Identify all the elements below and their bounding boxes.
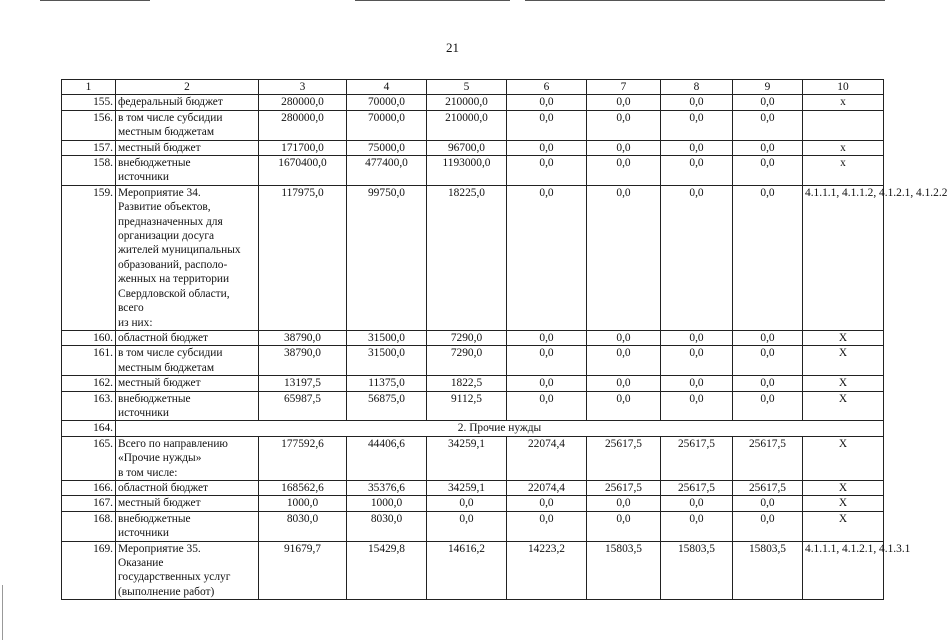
value-col-7: 0,0 — [587, 140, 661, 155]
scan-edge-mark — [2, 585, 3, 640]
value-col-3: 91679,7 — [259, 541, 347, 600]
row-name — [116, 140, 259, 155]
value-col-4: 35376,6 — [347, 480, 427, 495]
value-col-7: 0,0 — [587, 496, 661, 511]
value-col-4: 477400,0 — [347, 156, 427, 186]
table-row — [62, 480, 884, 495]
value-col-5: 14616,2 — [427, 541, 507, 600]
row-name-line: Мероприятие 35. — [118, 542, 201, 555]
row-name-line: организации досуга — [118, 230, 215, 243]
row-name-line: федеральный бюджет — [118, 96, 223, 109]
value-col-7: 0,0 — [587, 330, 661, 345]
table-row — [62, 95, 884, 110]
row-number: 159. — [62, 185, 116, 330]
row-name — [116, 511, 259, 541]
value-col-3: 8030,0 — [259, 511, 347, 541]
row-name — [116, 376, 259, 391]
value-col-4: 1000,0 — [347, 496, 427, 511]
value-col-5: 1822,5 — [427, 376, 507, 391]
value-col-4: 99750,0 — [347, 185, 427, 330]
column-number-5: 5 — [427, 80, 507, 95]
row-number: 168. — [62, 511, 116, 541]
column-number-3: 3 — [259, 80, 347, 95]
target-indicators: х — [803, 156, 884, 186]
column-number-8: 8 — [661, 80, 733, 95]
row-name-line: внебюджетные — [118, 512, 191, 525]
value-col-7: 0,0 — [587, 346, 661, 376]
table-row — [62, 185, 884, 330]
value-col-5: 7290,0 — [427, 330, 507, 345]
value-col-3: 13197,5 — [259, 376, 347, 391]
value-col-4: 70000,0 — [347, 110, 427, 140]
value-col-3: 38790,0 — [259, 346, 347, 376]
row-name — [116, 346, 259, 376]
value-col-7: 25617,5 — [587, 436, 661, 480]
column-number-header — [62, 80, 884, 95]
row-number: 167. — [62, 496, 116, 511]
row-name-line: женных на территории — [118, 273, 230, 286]
value-col-4: 31500,0 — [347, 330, 427, 345]
row-name-line: Мероприятие 34. — [118, 186, 201, 199]
page-number: 21 — [446, 40, 459, 55]
value-col-5: 34259,1 — [427, 480, 507, 495]
value-col-7: 0,0 — [587, 185, 661, 330]
value-col-8: 25617,5 — [661, 436, 733, 480]
value-col-6: 0,0 — [507, 391, 587, 421]
row-name-line: местным бюджетам — [118, 361, 215, 374]
value-col-4: 8030,0 — [347, 511, 427, 541]
row-number: 169. — [62, 541, 116, 600]
value-col-7: 0,0 — [587, 110, 661, 140]
value-col-4: 75000,0 — [347, 140, 427, 155]
row-name-line: источники — [118, 527, 169, 540]
value-col-8: 0,0 — [661, 185, 733, 330]
column-number-10: 10 — [803, 80, 884, 95]
row-name — [116, 156, 259, 186]
row-number: 164. — [62, 421, 116, 436]
row-name-line: (выполнение работ) — [118, 585, 215, 598]
value-col-8: 0,0 — [661, 511, 733, 541]
value-col-9: 0,0 — [733, 496, 803, 511]
section-row — [62, 421, 884, 436]
section-title: 2. Прочие нужды — [116, 421, 884, 436]
row-name — [116, 95, 259, 110]
value-col-4: 11375,0 — [347, 376, 427, 391]
row-name-line: в том числе субсидии — [118, 111, 223, 124]
row-name — [116, 436, 259, 480]
value-col-9: 0,0 — [733, 95, 803, 110]
row-name — [116, 496, 259, 511]
column-number-2: 2 — [116, 80, 259, 95]
table-row — [62, 346, 884, 376]
value-col-8: 25617,5 — [661, 480, 733, 495]
row-number: 165. — [62, 436, 116, 480]
value-col-6: 0,0 — [507, 496, 587, 511]
value-col-8: 0,0 — [661, 391, 733, 421]
value-col-4: 70000,0 — [347, 95, 427, 110]
target-indicators: Х — [803, 330, 884, 345]
target-indicators: Х — [803, 346, 884, 376]
target-indicators: х — [803, 95, 884, 110]
value-col-8: 0,0 — [661, 95, 733, 110]
value-col-8: 0,0 — [661, 346, 733, 376]
top-rule-left — [40, 0, 150, 1]
target-indicators: 4.1.1.1, 4.1.2.1, 4.1.3.1 — [803, 541, 884, 600]
target-indicators: Х — [803, 496, 884, 511]
value-col-7: 0,0 — [587, 95, 661, 110]
row-name — [116, 541, 259, 600]
target-indicators: Х — [803, 436, 884, 480]
value-col-9: 0,0 — [733, 140, 803, 155]
value-col-9: 0,0 — [733, 156, 803, 186]
value-col-6: 0,0 — [507, 156, 587, 186]
table-row — [62, 511, 884, 541]
target-indicators: 4.1.1.1, 4.1.1.2, 4.1.2.1, 4.1.2.2 — [803, 185, 884, 330]
value-col-6: 0,0 — [507, 346, 587, 376]
value-col-7: 0,0 — [587, 156, 661, 186]
value-col-5: 210000,0 — [427, 110, 507, 140]
value-col-4: 31500,0 — [347, 346, 427, 376]
row-name-line: Свердловской области, — [118, 287, 230, 300]
value-col-6: 0,0 — [507, 511, 587, 541]
row-name-line: внебюджетные — [118, 392, 191, 405]
column-number-7: 7 — [587, 80, 661, 95]
value-col-7: 0,0 — [587, 511, 661, 541]
row-name-line: областной бюджет — [118, 481, 208, 494]
target-indicators: Х — [803, 511, 884, 541]
row-name-line: местный бюджет — [118, 377, 201, 390]
value-col-5: 7290,0 — [427, 346, 507, 376]
target-indicators: Х — [803, 391, 884, 421]
column-number-6: 6 — [507, 80, 587, 95]
row-name — [116, 185, 259, 330]
value-col-8: 0,0 — [661, 496, 733, 511]
row-name-line: жителей муниципальных — [118, 244, 241, 257]
value-col-6: 0,0 — [507, 140, 587, 155]
value-col-9: 25617,5 — [733, 480, 803, 495]
value-col-6: 22074,4 — [507, 436, 587, 480]
value-col-7: 25617,5 — [587, 480, 661, 495]
row-name-line: Оказание — [118, 557, 164, 569]
value-col-9: 15803,5 — [733, 541, 803, 600]
value-col-3: 280000,0 — [259, 95, 347, 110]
value-col-3: 1000,0 — [259, 496, 347, 511]
value-col-8: 0,0 — [661, 330, 733, 345]
value-col-7: 15803,5 — [587, 541, 661, 600]
row-name-line: местный бюджет — [118, 497, 201, 510]
value-col-6: 0,0 — [507, 330, 587, 345]
value-col-6: 0,0 — [507, 185, 587, 330]
value-col-3: 65987,5 — [259, 391, 347, 421]
value-col-5: 210000,0 — [427, 95, 507, 110]
value-col-8: 0,0 — [661, 156, 733, 186]
row-name-line: источники — [118, 406, 169, 419]
value-col-9: 0,0 — [733, 346, 803, 376]
value-col-6: 0,0 — [507, 95, 587, 110]
value-col-7: 0,0 — [587, 376, 661, 391]
row-name-line: государственных услуг — [118, 571, 231, 584]
value-col-8: 0,0 — [661, 110, 733, 140]
table-row — [62, 496, 884, 511]
row-name — [116, 110, 259, 140]
row-name — [116, 330, 259, 345]
value-col-8: 0,0 — [661, 140, 733, 155]
table-row — [62, 541, 884, 600]
value-col-9: 0,0 — [733, 511, 803, 541]
column-number-9: 9 — [733, 80, 803, 95]
value-col-3: 280000,0 — [259, 110, 347, 140]
value-col-3: 117975,0 — [259, 185, 347, 330]
value-col-9: 0,0 — [733, 376, 803, 391]
value-col-3: 1670400,0 — [259, 156, 347, 186]
value-col-3: 168562,6 — [259, 480, 347, 495]
row-name-line: местным бюджетам — [118, 126, 215, 139]
table-row — [62, 140, 884, 155]
row-name-line: областной бюджет — [118, 331, 208, 344]
value-col-3: 38790,0 — [259, 330, 347, 345]
table-body — [62, 80, 947, 600]
value-col-3: 171700,0 — [259, 140, 347, 155]
value-col-7: 0,0 — [587, 391, 661, 421]
budget-table — [61, 79, 947, 600]
row-name-line: местный бюджет — [118, 141, 201, 154]
value-col-4: 44406,6 — [347, 436, 427, 480]
row-name-line: в том числе субсидии — [118, 347, 223, 360]
row-name — [116, 480, 259, 495]
row-name-line: предназначенных для — [118, 215, 223, 228]
row-number: 162. — [62, 376, 116, 391]
value-col-9: 25617,5 — [733, 436, 803, 480]
row-name-line: источники — [118, 171, 169, 184]
row-number: 155. — [62, 95, 116, 110]
value-col-5: 0,0 — [427, 496, 507, 511]
table-row — [62, 436, 884, 480]
value-col-5: 9112,5 — [427, 391, 507, 421]
target-indicators: Х — [803, 480, 884, 495]
value-col-6: 14223,2 — [507, 541, 587, 600]
table-row — [62, 376, 884, 391]
table-row — [62, 110, 884, 140]
value-col-8: 0,0 — [661, 376, 733, 391]
row-name-line: образований, располо- — [118, 258, 228, 271]
row-number: 163. — [62, 391, 116, 421]
value-col-9: 0,0 — [733, 185, 803, 330]
row-number: 156. — [62, 110, 116, 140]
row-number: 157. — [62, 140, 116, 155]
row-name-line: всего — [118, 302, 144, 315]
target-indicators — [803, 110, 884, 140]
column-number-4: 4 — [347, 80, 427, 95]
value-col-4: 56875,0 — [347, 391, 427, 421]
row-number: 161. — [62, 346, 116, 376]
table-row — [62, 156, 884, 186]
value-col-5: 96700,0 — [427, 140, 507, 155]
value-col-6: 22074,4 — [507, 480, 587, 495]
row-name-line: Всего по направлению — [118, 437, 228, 450]
row-name-line: внебюджетные — [118, 157, 191, 170]
target-indicators: х — [803, 140, 884, 155]
value-col-9: 0,0 — [733, 330, 803, 345]
row-name-line: из них: — [118, 316, 153, 329]
value-col-9: 0,0 — [733, 391, 803, 421]
row-number: 166. — [62, 480, 116, 495]
value-col-5: 18225,0 — [427, 185, 507, 330]
value-col-3: 177592,6 — [259, 436, 347, 480]
row-number: 160. — [62, 330, 116, 345]
row-number: 158. — [62, 156, 116, 186]
top-rule-right — [525, 0, 885, 1]
value-col-8: 15803,5 — [661, 541, 733, 600]
target-indicators: Х — [803, 376, 884, 391]
table-row — [62, 391, 884, 421]
row-name-line: в том числе: — [118, 466, 178, 479]
value-col-6: 0,0 — [507, 110, 587, 140]
value-col-4: 15429,8 — [347, 541, 427, 600]
value-col-9: 0,0 — [733, 110, 803, 140]
table-row — [62, 330, 884, 345]
value-col-5: 0,0 — [427, 511, 507, 541]
value-col-5: 1193000,0 — [427, 156, 507, 186]
row-name-line: «Прочие нужды» — [118, 452, 202, 465]
value-col-6: 0,0 — [507, 376, 587, 391]
row-name — [116, 391, 259, 421]
top-rule-mid — [355, 0, 510, 1]
value-col-5: 34259,1 — [427, 436, 507, 480]
row-name-line: Развитие объектов, — [118, 201, 211, 214]
column-number-1: 1 — [62, 80, 116, 95]
